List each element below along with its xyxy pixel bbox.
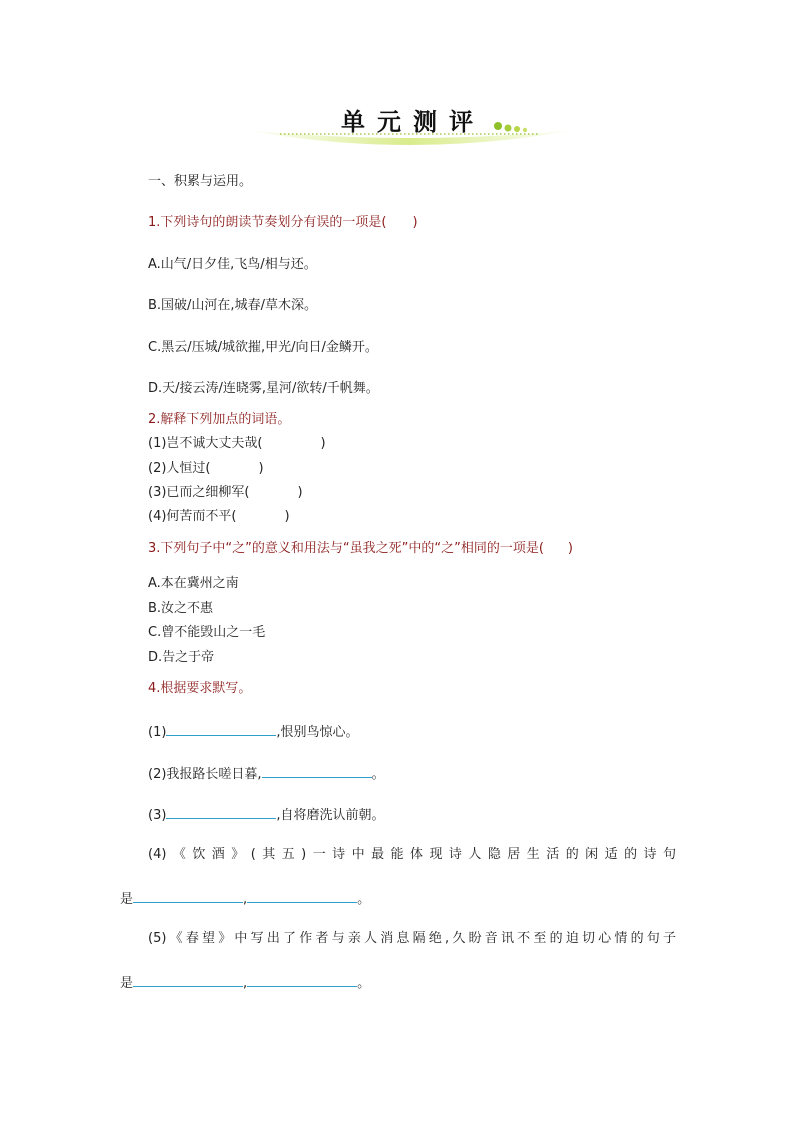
q2-item-3 — [148, 484, 303, 502]
q4-item-4-sep: , — [243, 892, 248, 907]
q2-item-1-text: (1)岂不诚大丈夫哉( — [148, 436, 263, 451]
q1-option-d: D.天/接云涛/连晓雾,星河/欲转/千帆舞。 — [148, 381, 379, 396]
q2-item-1 — [148, 435, 326, 453]
q4-item-1-blank[interactable] — [166, 721, 276, 736]
question-3-stem — [148, 540, 573, 558]
q4-item-2-suffix: 。 — [371, 767, 385, 782]
question-2-stem: 2.解释下列加点的词语。 — [148, 412, 291, 427]
q3-option-a: A.本在冀州之南 — [148, 576, 239, 591]
q2-item-4-close: ) — [284, 509, 290, 524]
q2-item-2-text: (2)人恒过( — [148, 461, 211, 476]
q4-item-1-suffix: ,恨别鸟惊心。 — [276, 725, 359, 740]
question-3-text: 3.下列句子中“之”的意义和用法与“虽我之死”中的“之”相同的一项是( — [148, 541, 544, 556]
q4-item-3 — [148, 804, 385, 825]
q1-option-a: A.山气/日夕佳,飞鸟/相与还。 — [148, 257, 317, 272]
q4-item-4-end: 。 — [357, 892, 371, 907]
q2-item-4-text: (4)何苦而不平( — [148, 509, 237, 524]
q2-item-1-close: ) — [320, 436, 326, 451]
q2-item-2-close: ) — [258, 461, 264, 476]
q1-option-c: C.黑云/压城/城欲摧,甲光/向日/金鳞开。 — [148, 340, 378, 355]
page-title: 单元测评 — [341, 108, 485, 136]
q4-item-2-blank[interactable] — [262, 763, 372, 778]
q4-item-4-blank-1[interactable] — [133, 888, 243, 903]
q4-item-4-blank-2[interactable] — [247, 888, 357, 903]
q4-item-3-suffix: ,自将磨洗认前朝。 — [276, 808, 385, 823]
q4-item-5-sep: , — [243, 976, 248, 991]
q4-item-2 — [148, 763, 385, 784]
q1-option-b: B.国破/山河在,城春/草木深。 — [148, 298, 317, 313]
q4-item-1 — [148, 721, 359, 742]
question-3-close: ) — [567, 541, 573, 556]
q4-item-4-line2 — [120, 888, 370, 909]
q4-item-5-prefix: 是 — [120, 976, 134, 991]
q2-item-3-text: (3)已而之细柳军( — [148, 485, 250, 500]
q4-item-2-prefix: (2)我报路长嗟日暮, — [148, 767, 262, 782]
q3-option-c: C.曾不能毁山之一毛 — [148, 625, 266, 640]
q2-item-4 — [148, 508, 290, 526]
q3-option-b: B.汝之不惠 — [148, 601, 214, 616]
header-banner — [240, 96, 580, 156]
question-4-stem: 4.根据要求默写。 — [148, 681, 252, 696]
q4-item-4-line1: (4)《饮酒》(其五)一诗中最能体现诗人隐居生活的闲适的诗句 — [148, 847, 676, 862]
q4-item-5-line2 — [120, 972, 370, 993]
q4-item-5-blank-2[interactable] — [247, 972, 357, 987]
question-1-text: 1.下列诗句的朗读节奏划分有误的一项是( — [148, 215, 387, 230]
q4-item-3-prefix: (3) — [148, 808, 167, 823]
q4-item-5-blank-1[interactable] — [133, 972, 243, 987]
q4-item-5-line1: (5)《春望》中写出了作者与亲人消息隔绝,久盼音讯不至的迫切心情的句子 — [148, 931, 676, 946]
q4-item-4-prefix: 是 — [120, 892, 134, 907]
q4-item-5-end: 。 — [357, 976, 371, 991]
question-1-close: ) — [412, 215, 418, 230]
q2-item-3-close: ) — [297, 485, 303, 500]
section-heading: 一、积累与运用。 — [148, 174, 253, 189]
q4-item-1-prefix: (1) — [148, 725, 167, 740]
q3-option-d: D.告之于帝 — [148, 650, 215, 665]
q4-item-3-blank[interactable] — [166, 804, 276, 819]
q2-item-2 — [148, 460, 264, 478]
question-1-stem — [148, 214, 418, 232]
